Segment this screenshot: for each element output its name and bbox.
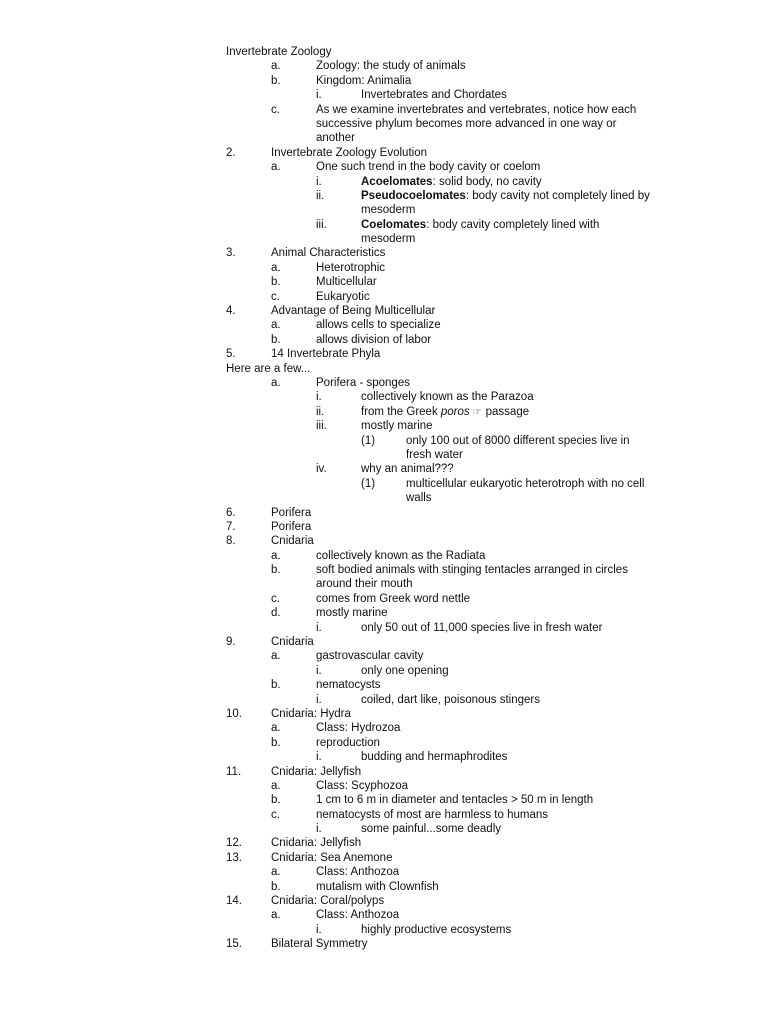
- outline-marker: 6.: [226, 506, 236, 519]
- outline-text: [271, 765, 361, 779]
- outline-text: [271, 894, 384, 908]
- outline-line: [0, 563, 768, 577]
- outline-marker: iv.: [316, 463, 327, 476]
- outline-line: [0, 836, 768, 850]
- line-text: Class: Anthozoa: [316, 909, 400, 922]
- line-text: : body cavity completely lined with: [426, 218, 600, 231]
- outline-text: [361, 232, 415, 246]
- outline-marker: 3.: [226, 247, 236, 260]
- line-text: highly productive ecosystems: [361, 923, 512, 936]
- outline-text: [316, 318, 441, 332]
- outline-line: [0, 693, 768, 707]
- line-text: 1 cm to 6 m in diameter and tentacles > 50 m in length: [316, 794, 594, 807]
- line-text: Class: Hydrozoa: [316, 722, 401, 735]
- line-text: reproduction: [316, 736, 380, 749]
- line-text: Cnidaria: Hydra: [271, 707, 351, 720]
- outline-text: [316, 865, 399, 879]
- outline-marker: a.: [271, 319, 281, 332]
- line-text: successive phylum becomes more advanced in one way or: [316, 117, 617, 130]
- outline-marker: 7.: [226, 520, 236, 533]
- outline-text: [316, 103, 636, 117]
- outline-marker: a.: [271, 161, 281, 174]
- line-text: Animal Characteristics: [271, 247, 386, 260]
- outline-text: [271, 937, 368, 951]
- outline-marker: 5.: [226, 348, 236, 361]
- outline-text: [316, 779, 408, 793]
- line-text: Porifera - sponges: [316, 376, 410, 389]
- outline-text: [361, 390, 534, 404]
- outline-line: [0, 923, 768, 937]
- outline-line: [0, 117, 768, 131]
- line-text: from the Greek: [361, 405, 441, 418]
- line-text: Cnidaria: [271, 636, 314, 649]
- line-text: comes from Greek word nettle: [316, 592, 471, 605]
- outline-text: [316, 880, 439, 894]
- outline-text: [316, 549, 485, 563]
- outline-text: [316, 376, 410, 390]
- outline-marker: 15.: [226, 938, 242, 951]
- outline-line: [0, 232, 768, 246]
- line-text: nematocysts of most are harmless to humans: [316, 808, 549, 821]
- outline-line: [0, 246, 768, 260]
- outline-marker: i.: [316, 923, 322, 936]
- outline-line: [0, 549, 768, 563]
- outline-text: [361, 750, 507, 764]
- outline-document: [0, 45, 768, 952]
- outline-text: [271, 304, 435, 318]
- outline-line: [0, 405, 768, 419]
- line-text: Invertebrates and Chordates: [361, 89, 507, 102]
- line-text: Cnidaria: Sea Anemone: [271, 851, 393, 864]
- line-text: mesoderm: [361, 233, 416, 246]
- outline-line: [0, 678, 768, 692]
- outline-line: [0, 851, 768, 865]
- outline-marker: 2.: [226, 146, 236, 159]
- outline-text: [316, 290, 370, 304]
- outline-text: [271, 347, 380, 361]
- outline-text: [271, 707, 351, 721]
- hand-pointing-icon: ☞: [472, 406, 482, 418]
- line-text: Class: Scyphozoa: [316, 779, 409, 792]
- outline-line: [0, 664, 768, 678]
- line-text: why an animal???: [361, 463, 454, 476]
- line-text: Multicellular: [316, 276, 377, 289]
- line-tail-text: passage: [485, 405, 530, 418]
- line-text: allows cells to specialize: [316, 319, 441, 332]
- line-text: Cnidaria: Jellyfish: [271, 837, 362, 850]
- outline-line: [0, 721, 768, 735]
- outline-marker: 10.: [226, 707, 242, 720]
- outline-text: [316, 793, 593, 807]
- outline-line: [0, 103, 768, 117]
- outline-text: [406, 477, 644, 491]
- outline-line: [0, 434, 768, 448]
- outline-marker: c.: [271, 103, 280, 116]
- outline-text: [271, 635, 314, 649]
- outline-marker: i.: [316, 664, 322, 677]
- outline-marker: b.: [271, 564, 281, 577]
- outline-marker: c.: [271, 592, 280, 605]
- outline-line: [0, 146, 768, 160]
- outline-text: [271, 851, 392, 865]
- line-text: budding and hermaphrodites: [361, 751, 508, 764]
- bold-term: Coelomates: [361, 218, 427, 231]
- line-text: Invertebrate Zoology: [226, 46, 332, 58]
- line-text: Here are a few...: [226, 362, 311, 375]
- outline-line: [0, 908, 768, 922]
- line-text: Cnidaria: Coral/polyps: [271, 895, 385, 908]
- outline-line: [0, 203, 768, 217]
- outline-line: [0, 59, 768, 73]
- outline-line: [0, 175, 768, 189]
- outline-marker: a.: [271, 866, 281, 879]
- outline-marker: 11.: [226, 765, 242, 778]
- line-text: : solid body, no cavity: [432, 175, 542, 188]
- outline-marker: iii.: [316, 420, 327, 433]
- outline-line: [0, 577, 768, 591]
- outline-marker: 8.: [226, 535, 236, 548]
- outline-marker: a.: [271, 779, 281, 792]
- line-text: Porifera: [271, 506, 312, 519]
- outline-text: [406, 491, 432, 505]
- outline-text: [316, 333, 431, 347]
- outline-text: [361, 175, 542, 189]
- outline-line: [0, 750, 768, 764]
- outline-marker: d.: [271, 607, 281, 620]
- outline-line: [0, 520, 768, 534]
- outline-line: [0, 462, 768, 476]
- outline-marker: b.: [271, 333, 281, 346]
- line-text: another: [316, 132, 356, 145]
- outline-text: [361, 664, 449, 678]
- outline-line: [0, 218, 768, 232]
- line-text: collectively known as the Parazoa: [361, 391, 534, 404]
- line-text: nematocysts: [316, 679, 381, 692]
- outline-text: [271, 246, 385, 260]
- outline-text: [316, 131, 355, 145]
- outline-marker: c.: [271, 808, 280, 821]
- outline-text: [361, 203, 415, 217]
- line-text: Cnidaria: Jellyfish: [271, 765, 362, 778]
- line-text: As we examine invertebrates and vertebrates, notice how each: [316, 103, 637, 116]
- outline-line: [0, 606, 768, 620]
- outline-text: [316, 59, 466, 73]
- outline-text: [316, 908, 399, 922]
- outline-line: [0, 74, 768, 88]
- outline-text: [361, 419, 433, 433]
- outline-line: [0, 261, 768, 275]
- outline-line: [0, 290, 768, 304]
- line-text: gastrovascular cavity: [316, 650, 424, 663]
- outline-marker: b.: [271, 794, 281, 807]
- italic-term: poros: [440, 405, 470, 418]
- outline-marker: ii.: [316, 189, 325, 202]
- outline-marker: 12.: [226, 837, 242, 850]
- outline-line: [0, 779, 768, 793]
- line-text: allows division of labor: [316, 333, 432, 346]
- line-text: multicellular eukaryotic heterotroph with no cell: [406, 477, 645, 490]
- line-text: Heterotrophic: [316, 261, 386, 274]
- outline-marker: 9.: [226, 636, 236, 649]
- outline-line: [0, 592, 768, 606]
- outline-line: [0, 649, 768, 663]
- line-text: mutalism with Clownfish: [316, 880, 439, 893]
- line-text: walls: [406, 492, 432, 505]
- outline-text: [316, 563, 628, 577]
- outline-line: [0, 275, 768, 289]
- outline-text: [316, 606, 388, 620]
- line-text: mesoderm: [361, 204, 416, 217]
- outline-text: [271, 520, 311, 534]
- outline-marker: 14.: [226, 895, 242, 908]
- line-text: only 100 out of 8000 different species live in: [406, 434, 630, 447]
- line-text: coiled, dart like, poisonous stingers: [361, 693, 540, 706]
- line-text: Class: Anthozoa: [316, 866, 400, 879]
- outline-marker: i.: [316, 621, 322, 634]
- outline-text: [406, 448, 463, 462]
- outline-marker: i.: [316, 693, 322, 706]
- outline-marker: c.: [271, 290, 280, 303]
- line-text: Cnidaria: [271, 535, 314, 548]
- outline-text: [316, 721, 400, 735]
- outline-marker: a.: [271, 60, 281, 73]
- outline-text: [316, 577, 413, 591]
- outline-line: [0, 45, 768, 59]
- outline-line: [0, 765, 768, 779]
- outline-line: [0, 534, 768, 548]
- outline-text: [361, 218, 599, 232]
- outline-marker: b.: [271, 880, 281, 893]
- line-text: Invertebrate Zoology Evolution: [271, 146, 427, 159]
- outline-line: [0, 822, 768, 836]
- outline-text: [316, 592, 470, 606]
- outline-line: [0, 390, 768, 404]
- outline-line: [0, 362, 768, 376]
- line-text: fresh water: [406, 448, 463, 461]
- outline-text: [271, 534, 314, 548]
- outline-text: [361, 405, 529, 420]
- outline-line: [0, 160, 768, 174]
- outline-marker: b.: [271, 679, 281, 692]
- outline-marker: i.: [316, 391, 322, 404]
- outline-marker: a.: [271, 722, 281, 735]
- outline-line: [0, 304, 768, 318]
- line-text: Bilateral Symmetry: [271, 938, 368, 951]
- line-text: Porifera: [271, 520, 312, 533]
- outline-text: [361, 822, 501, 836]
- outline-marker: a.: [271, 261, 281, 274]
- line-text: only one opening: [361, 664, 449, 677]
- outline-line: [0, 894, 768, 908]
- line-text: 14 Invertebrate Phyla: [271, 348, 381, 361]
- outline-line: [0, 506, 768, 520]
- line-text: collectively known as the Radiata: [316, 549, 486, 562]
- outline-marker: a.: [271, 376, 281, 389]
- outline-text: [226, 45, 331, 59]
- bold-term: Acoelomates: [361, 175, 433, 188]
- line-text: some painful...some deadly: [361, 823, 501, 836]
- outline-text: [316, 261, 385, 275]
- bold-term: Pseudocoelomates: [361, 189, 466, 202]
- outline-text: [316, 678, 381, 692]
- outline-marker: a.: [271, 909, 281, 922]
- outline-line: [0, 635, 768, 649]
- outline-marker: b.: [271, 736, 281, 749]
- outline-line: [0, 865, 768, 879]
- outline-line: [0, 793, 768, 807]
- outline-line: [0, 880, 768, 894]
- outline-text: [316, 649, 423, 663]
- outline-line: [0, 333, 768, 347]
- line-text: Advantage of Being Multicellular: [271, 305, 436, 318]
- line-text: mostly marine: [316, 607, 388, 620]
- outline-line: [0, 707, 768, 721]
- outline-marker: i.: [316, 751, 322, 764]
- outline-marker: b.: [271, 276, 281, 289]
- outline-line: [0, 736, 768, 750]
- outline-marker: (1): [361, 434, 376, 447]
- outline-line: [0, 347, 768, 361]
- outline-line: [0, 448, 768, 462]
- outline-line: [0, 318, 768, 332]
- outline-marker: i.: [316, 823, 322, 836]
- outline-line: [0, 621, 768, 635]
- line-text: Zoology: the study of animals: [316, 60, 466, 73]
- outline-marker: a.: [271, 549, 281, 562]
- outline-text: [361, 88, 507, 102]
- line-text: One such trend in the body cavity or coelom: [316, 161, 541, 174]
- outline-line: [0, 808, 768, 822]
- line-text: around their mouth: [316, 578, 413, 591]
- outline-text: [271, 506, 311, 520]
- outline-marker: i.: [316, 175, 322, 188]
- line-text: soft bodied animals with stinging tentacles arranged in circles: [316, 564, 628, 577]
- outline-text: [316, 117, 616, 131]
- outline-text: [406, 434, 630, 448]
- outline-text: [226, 362, 310, 376]
- outline-text: [361, 189, 650, 203]
- line-text: only 50 out of 11,000 species live in fresh water: [361, 621, 603, 634]
- outline-text: [316, 808, 548, 822]
- outline-text: [361, 621, 602, 635]
- outline-line: [0, 131, 768, 145]
- outline-line: [0, 491, 768, 505]
- outline-text: [316, 160, 540, 174]
- line-text: Kingdom: Animalia: [316, 74, 412, 87]
- line-text: : body cavity not completely lined by: [465, 189, 650, 202]
- outline-marker: (1): [361, 477, 376, 490]
- outline-marker: 13.: [226, 851, 242, 864]
- outline-marker: i.: [316, 89, 322, 102]
- line-text: Eukaryotic: [316, 290, 370, 303]
- outline-line: [0, 477, 768, 491]
- outline-text: [271, 146, 427, 160]
- outline-text: [316, 275, 377, 289]
- outline-line: [0, 419, 768, 433]
- outline-text: [316, 74, 411, 88]
- outline-marker: ii.: [316, 405, 325, 418]
- outline-line: [0, 376, 768, 390]
- outline-text: [316, 736, 380, 750]
- line-text: mostly marine: [361, 420, 433, 433]
- outline-line: [0, 937, 768, 951]
- outline-line: [0, 88, 768, 102]
- outline-marker: iii.: [316, 218, 327, 231]
- outline-text: [361, 693, 540, 707]
- outline-text: [361, 923, 511, 937]
- outline-text: [361, 462, 454, 476]
- outline-marker: 4.: [226, 305, 236, 318]
- outline-line: [0, 189, 768, 203]
- outline-marker: b.: [271, 74, 281, 87]
- outline-text: [271, 836, 361, 850]
- outline-marker: a.: [271, 650, 281, 663]
